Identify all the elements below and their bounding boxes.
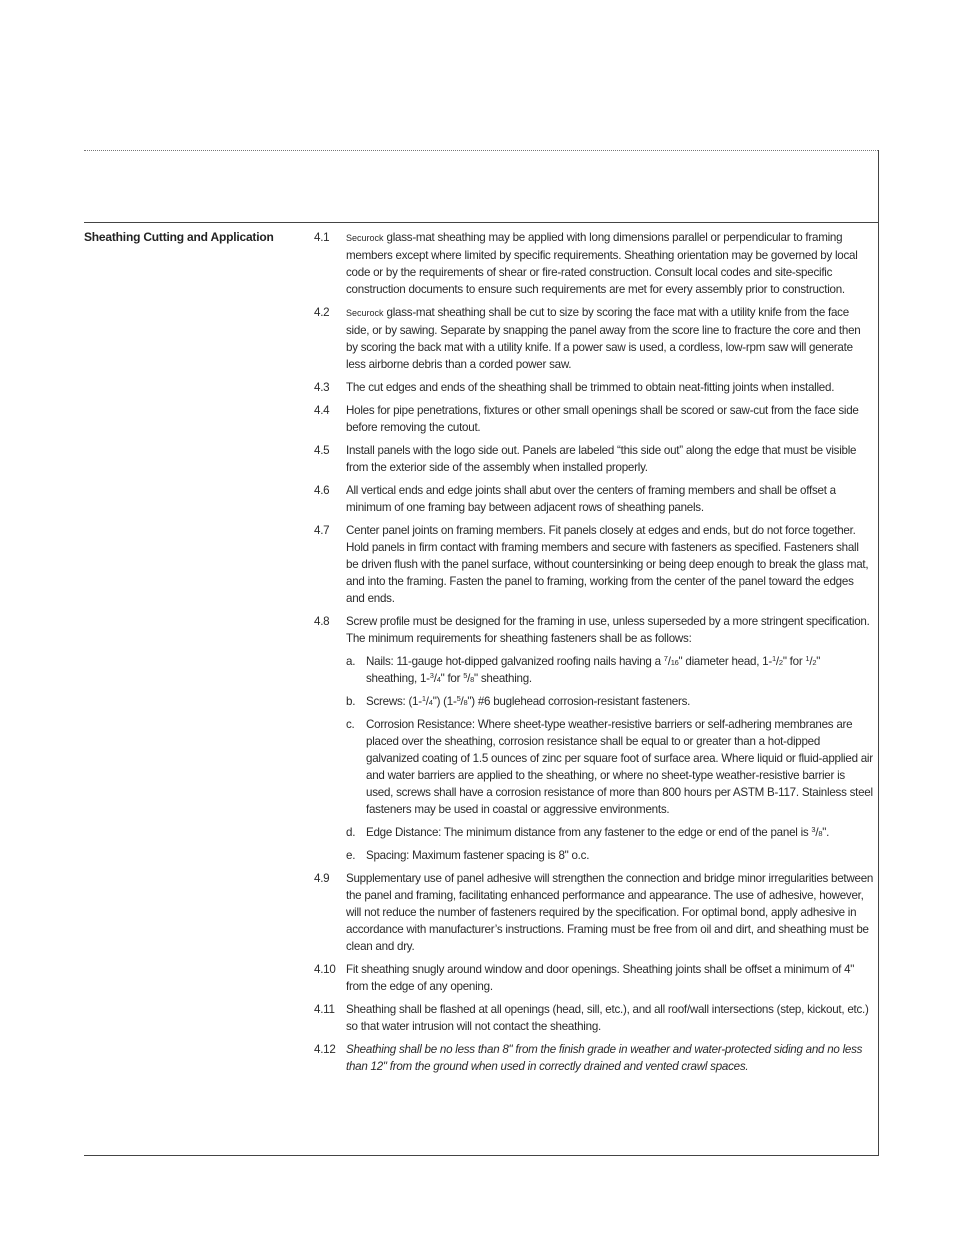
item-text: Center panel joints on framing members. Fit panels closely at edges and ends, but do not force together. Hold panels in firm contact with framing members and secure with fasteners as specified. Fasteners shall be driven flush with the panel surface, without countersinking or being deep enough to break the glass mat, and into the framing. Fasten the panel to framing, working from the center of the panel toward the edges and ends. <box>346 524 869 605</box>
spec-item-4-8 <box>314 613 874 864</box>
item-number: 4.1 <box>314 231 330 244</box>
spec-item-4-12 <box>314 1041 874 1075</box>
item-number: 4.12 <box>314 1043 336 1056</box>
item-text: The cut edges and ends of the sheathing shall be trimmed to obtain neat-fitting joints when installed. <box>346 381 835 394</box>
item-text: Install panels with the logo side out. Panels are labeled “this side out” along the edge that must be visible from the exterior side of the assembly when installed properly. <box>346 444 857 474</box>
subitem-text: Corrosion Resistance: Where sheet-type weather-resistive barriers or self-adhering membranes are placed over the sheathing, corrosion resistance shall be equal to or greater than a hot-dipped galvanized coating of 1.5 ounces of zinc per square foot of surface area. Where liquid or fluid-applied air and water barriers are applied to the sheathing, or where no sheet-type weather-resistive barrier is used, screws shall have a corrosion resistance of more than 800 hours per ASTM B-117. Stainless steel fasteners may be used in coastal or aggressive environments. <box>366 718 873 816</box>
spec-item-4-6 <box>314 482 874 516</box>
spec-item-4-2 <box>314 304 874 373</box>
section-top-rule <box>84 222 878 223</box>
subitem-text: Spacing: Maximum fastener spacing is 8" o.c. <box>366 849 590 862</box>
subitem-letter: e. <box>346 849 356 862</box>
spec-item-4-1 <box>314 229 874 298</box>
item-text: Fit sheathing snugly around window and door openings. Sheathing joints shall be offset a minimum of 4" from the edge of any opening. <box>346 963 855 993</box>
item-text: All vertical ends and edge joints shall abut over the centers of framing members and shall be offset a minimum of one framing bay between adjacent rows of sheathing panels. <box>346 484 836 514</box>
spec-item-4-3 <box>314 379 874 396</box>
subitem-letter: d. <box>346 826 356 839</box>
item-text: glass-mat sheathing may be applied with long dimensions parallel or perpendicular to framing members except where limited by specific requirements. Sheathing orientation may be governed by local code or by the requirements of shear or fire-rated construction. Consult local codes and site-specific construction documents to ensure such requirements are met for every assembly prior to construction. <box>346 231 858 296</box>
item-number: 4.8 <box>314 615 330 628</box>
item-text: Supplementary use of panel adhesive will strengthen the connection and bridge minor irregularities between the panel and framing, facilitating enhanced performance and appearance. The use of adhesive, however, will not reduce the number of fasteners required by the specification. For optimal bond, apply adhesive in accordance with manufacturer’s instructions. Framing must be free from oil and dirt, and sheathing must be clean and dry. <box>346 872 874 953</box>
item-number: 4.9 <box>314 872 330 885</box>
subitem-a: a. Nails: 11-gauge hot-dipped galvanized roofing nails having a $^7$/16" diameter head, 1-$^1$/2" for $^1$/2" sheathing, 1-$^3$/4" for $^5$/8" sheathing. <box>346 654 821 685</box>
brand-name: Securock <box>346 233 384 243</box>
spec-item-4-9 <box>314 870 874 955</box>
subitem-letter: a. <box>346 655 356 668</box>
subitem-b: b. Screws: (1-$^1$/4") (1-$^5$/8") #6 buglehead corrosion-resistant fasteners. <box>346 694 691 708</box>
item-number: 4.5 <box>314 444 330 457</box>
spec-item-4-10 <box>314 961 874 995</box>
item-number: 4.4 <box>314 404 330 417</box>
brand-name: Securock <box>346 308 384 318</box>
item-text: Holes for pipe penetrations, fixtures or other small openings shall be scored or saw-cut from the face side before removing the cutout. <box>346 404 859 434</box>
section-heading: Sheathing Cutting and Application <box>84 230 274 244</box>
subitem-e <box>346 847 874 864</box>
top-dotted-rule <box>84 150 878 151</box>
subitem-letter: c. <box>346 718 355 731</box>
subitem-d: d. Edge Distance: The minimum distance from any fastener to the edge or end of the panel is $^3$/8". <box>346 825 830 839</box>
spec-item-4-5 <box>314 442 874 476</box>
item-text: Screw profile must be designed for the framing in use, unless superseded by a more stringent specification. The minimum requirements for sheathing fasteners shall be as follows: <box>346 615 870 645</box>
spec-item-4-4 <box>314 402 874 436</box>
spec-item-4-7 <box>314 522 874 607</box>
item-text: glass-mat sheathing shall be cut to size by scoring the face mat with a utility knife from the face side, or by sawing. Separate by snapping the panel away from the score line to fracture the core and then by scoring the back mat with a utility knife. If a power saw is used, a cordless, low-rpm saw will generate less airborne debris than a corded power saw. <box>346 306 861 371</box>
item-number: 4.3 <box>314 381 330 394</box>
item-number: 4.2 <box>314 306 330 319</box>
section-bottom-rule <box>84 1155 879 1156</box>
right-vertical-rule <box>878 150 879 1156</box>
item-number: 4.10 <box>314 963 336 976</box>
subitem-c <box>346 716 874 818</box>
item-number: 4.6 <box>314 484 330 497</box>
item-text: Sheathing shall be flashed at all openings (head, sill, etc.), and all roof/wall intersections (step, kickout, etc.) so that water intrusion will not contact the sheathing. <box>346 1003 869 1033</box>
item-number: 4.7 <box>314 524 330 537</box>
spec-items-list <box>314 229 874 1081</box>
subitem-letter: b. <box>346 695 356 708</box>
spec-item-4-11 <box>314 1001 874 1035</box>
item-number: 4.11 <box>314 1003 335 1016</box>
item-text: Sheathing shall be no less than 8" from the finish grade in weather and water-protected siding and no less than 12" from the ground when used in correctly drained and vented crawl spaces. <box>346 1043 863 1073</box>
